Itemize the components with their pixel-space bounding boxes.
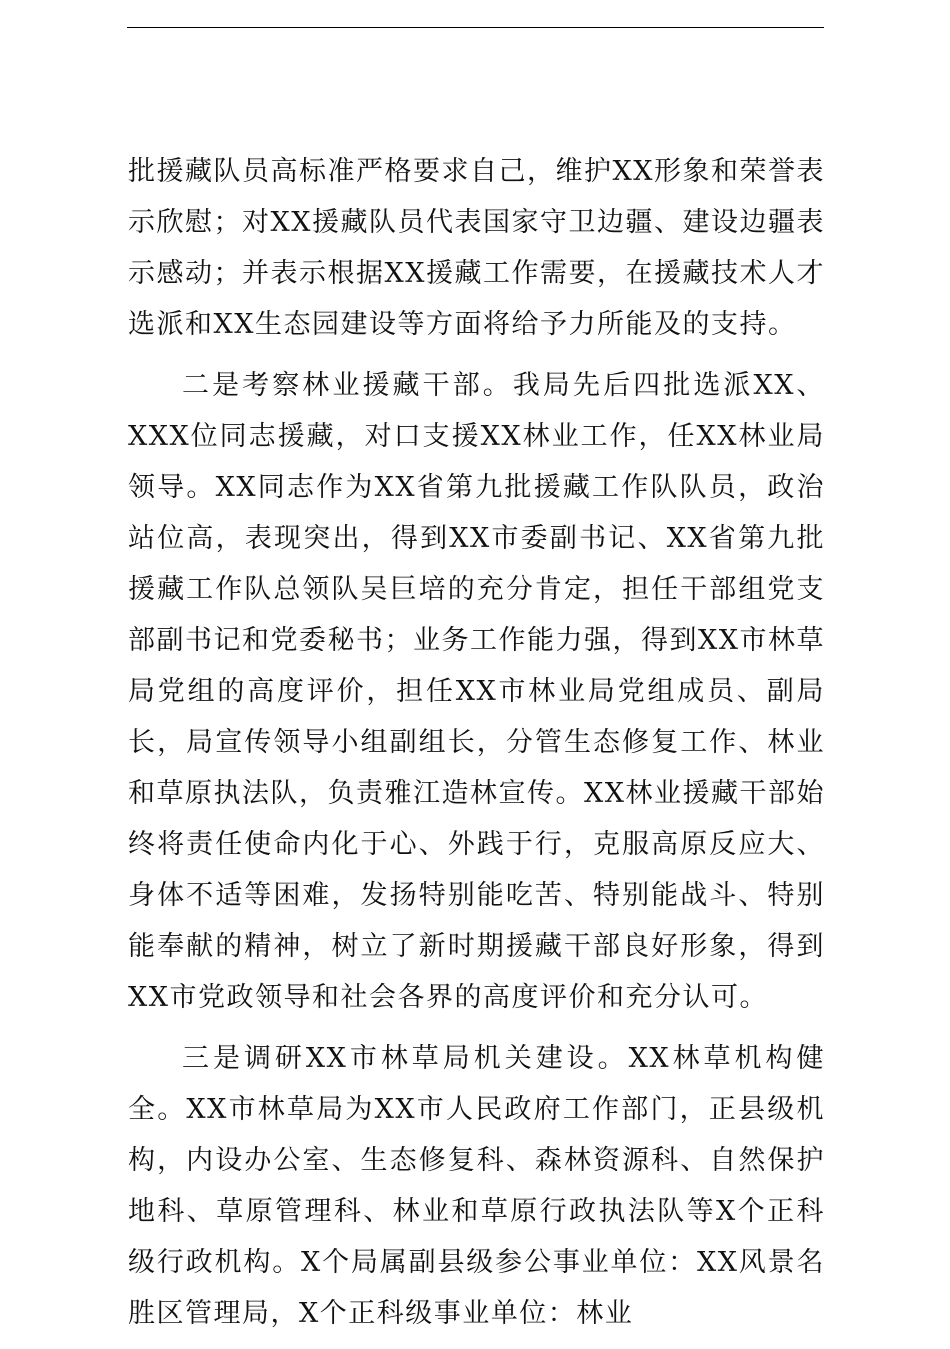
paragraph-heading: 二是考察林业援藏干部。 (182, 370, 513, 401)
paragraph-continuation (128, 146, 825, 350)
paragraph-heading: 三是调研XX市林草局机关建设。 (182, 1043, 629, 1074)
paragraph-bureau-construction (128, 1033, 825, 1339)
document-body (128, 146, 825, 1349)
paragraph-text: 我局先后四批选派XX、XXX位同志援藏，对口支援XX林业工作，任XX林业局领导。XX同志作为XX省第九批援藏工作队队员，政治站位高，表现突出，得到XX市委副书记、XX省第九批援藏工作队总领队吴巨培的充分肯定，担任干部组党支部副书记和党委秘书；业务工作能力强，得到XX市林草局党组的高度评价，担任XX市林业局党组成员、副局长，局宣传领导小组副组长，分管生态修复工作、林业和草原执法队，负责雅江造林宣传。XX林业援藏干部始终将责任使命内化于心、外践于行，克服高原反应大、身体不适等困难，发扬特别能吃苦、特别能战斗、特别能奉献的精神，树立了新时期援藏干部良好形象，得到XX市党政领导和社会各界的高度评价和充分认可。 (128, 370, 825, 1013)
paragraph-text: 批援藏队员高标准严格要求自己，维护XX形象和荣誉表示欣慰；对XX援藏队员代表国家守卫边疆、建设边疆表示感动；并表示根据XX援藏工作需要，在援藏技术人才选派和XX生态园建设等方面将给予力所能及的支持。 (128, 156, 825, 340)
paragraph-text: XX林草机构健全。XX市林草局为XX市人民政府工作部门，正县级机构，内设办公室、生态修复科、森林资源科、自然保护地科、草原管理科、林业和草原行政执法队等X个正科级行政机构。X个局属副县级参公事业单位：XX风景名胜区管理局，X个正科级事业单位：林业 (128, 1043, 825, 1329)
header-rule (127, 27, 824, 28)
paragraph-forestry-cadres (128, 360, 825, 1023)
